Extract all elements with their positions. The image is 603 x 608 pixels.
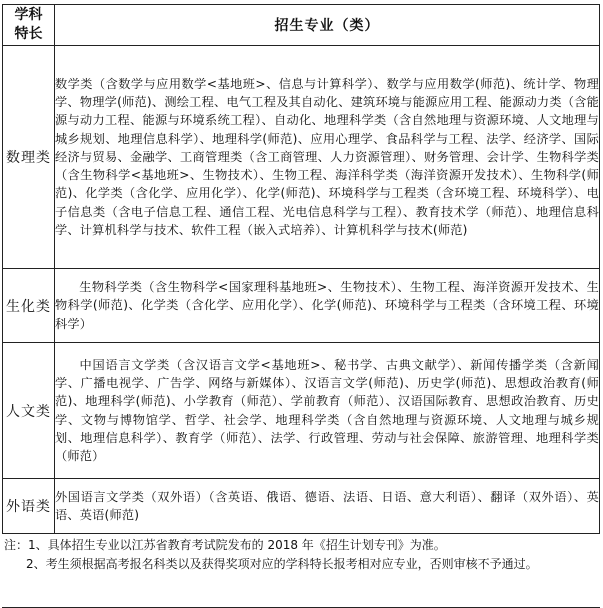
category-header-line1: 学科 [14, 7, 43, 23]
majors-cell [55, 269, 600, 343]
table-header-row [3, 5, 600, 46]
category-header-line2: 特长 [14, 26, 43, 42]
category-header [3, 5, 55, 46]
notes-section [2, 534, 600, 608]
category-cell: 生化类 [3, 269, 55, 343]
table-row [3, 343, 600, 479]
admissions-table [2, 4, 600, 534]
majors-cell: 外国语言文学类（双外语）（含英语、俄语、德语、法语、日语、意大利语）、翻译（双外语）、英语、英语(师范) [55, 479, 600, 534]
table-row [3, 46, 600, 269]
category-cell: 数理类 [3, 46, 55, 269]
table-row [3, 479, 600, 534]
majors-text: 生物科学类（含生物科学<国家理科基地班>、生物技术）、生物工程、海洋资源开发技术、生物科学(师范)、化学类（含化学、应用化学）、化学(师范)、环境科学与工程类（含环境工程、环境科学） [55, 280, 599, 331]
note-line-2: 2、考生须根据高考报名科类以及获得奖项对应的学科特长报考相对应专业，否则审核不予通过。 [26, 556, 538, 571]
majors-cell [55, 343, 600, 479]
category-cell: 人文类 [3, 343, 55, 479]
major-header: 招生专业（类） [55, 5, 600, 46]
table-row [3, 269, 600, 343]
category-cell: 外语类 [3, 479, 55, 534]
note-line-1: 注：1、具体招生专业以江苏省教育考试院发布的 2018 年《招生计划专刊》为准。 [4, 538, 446, 552]
majors-text: 中国语言文学类（含汉语言文学<基地班>、秘书学、古典文献学）、新闻传播学类（含新闻学、广播电视学、广告学、网络与新媒体）、汉语言文学(师范)、历史学(师范)、思想政治教育(师范)、地理科学(师范)、小学教育（师范）、学前教育（师范）、汉语国际教育、思想政治教育、历史学、文物与博物馆学、哲学、社会学、地理科学类（含自然地理与资源环境、人文地理与城乡规划、地理信息科学）、教育学（师范）、法学、行政管理、劳动与社会保障、旅游管理、地理科学类（师范） [55, 357, 599, 463]
majors-cell: 数学类（含数学与应用数学<基地班>、信息与计算科学）、数学与应用数学(师范)、统计学、物理学、物理学(师范)、测绘工程、电气工程及其自动化、建筑环境与能源应用工程、能源动力类（含能源与动力工程、能源与环境系统工程）、自动化、地理科学类（含自然地理与资源环境、人文地理与城乡规划、地理信息科学）、地理科学(师范)、应用心理学、食品科学与工程、法学、经济学、国际经济与贸易、金融学、工商管理类（含工商管理、人力资源管理）、财务管理、会计学、生物科学类（含生物科学<基地班>、生物技术）、生物工程、海洋科学类（海洋资源开发技术）、生物科学(师范)、化学类（含化学、应用化学）、化学(师范)、环境科学与工程类（含环境工程、环境科学）、电子信息类（含电子信息工程、通信工程、光电信息科学与工程）、教育技术学（师范）、地理信息科学、计算机科学与技术、软件工程（嵌入式培养）、计算机科学与技术(师范) [55, 46, 600, 269]
